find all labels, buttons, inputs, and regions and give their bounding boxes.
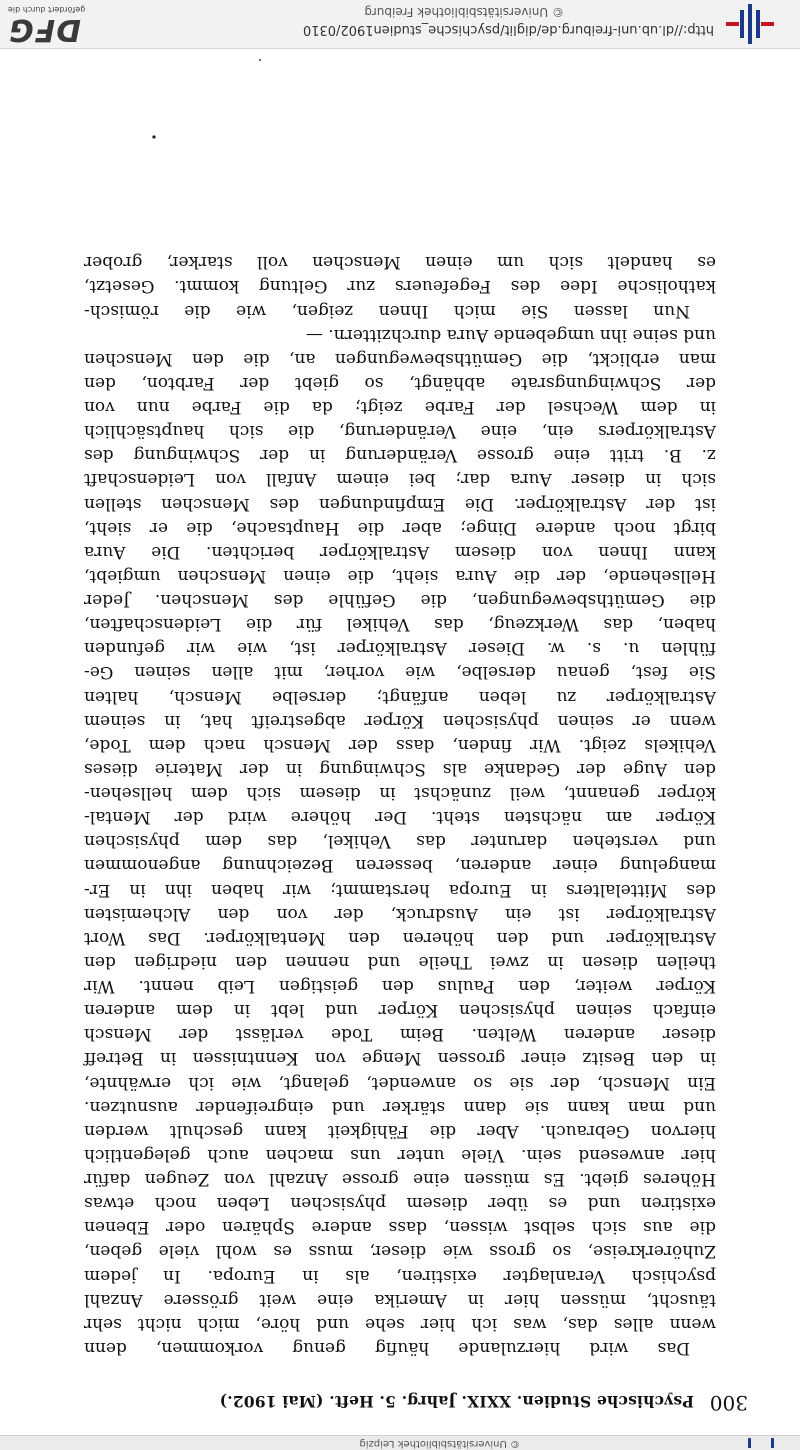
footer-bar — [0, 0, 800, 49]
text-line: einfach seinen physischen Körper und lebt in dem anderen — [84, 1000, 716, 1021]
text-line: birgt noch andere Dinge; aber die Hauptsache, die er sieht, — [84, 517, 716, 538]
text-line: sich in dieser Aura dar; bei einem Anfall von Leidenschaft — [84, 469, 716, 490]
top-strip-copyright: © Universitätsbibliothek Leipzig — [359, 1438, 520, 1449]
text-line: in den Besitz einer grossen Menge von Kenntnissen in Betreff — [84, 1048, 716, 1069]
dfg-logo-block — [8, 5, 108, 47]
text-line: wenn alles das, was ich hier sehe und höre, mich nicht sehr — [84, 1313, 716, 1334]
text-line: haben, das Werkzeug, das Vehikel für die Leidenschaften, — [84, 614, 716, 635]
text-line: psychisch Veranlagter existiren, als in Europa. In jedem — [84, 1265, 716, 1286]
text-line: Ein Mensch, der sie so anwendet, gelangt, wie ich erwähnte, — [84, 1072, 716, 1093]
text-line: Zuhörerkreise, so gross wie dieser, muss es wohl viele geben, — [84, 1241, 716, 1262]
page-number: 300 — [709, 1391, 748, 1415]
text-line: die aus sich selbst wissen, dass andere Sphären oder Ebenen — [84, 1217, 716, 1238]
text-line: Sie fest, genau derselbe, wie vorher, mit allen seinen Ge- — [84, 662, 716, 683]
text-line: der Schwingungsrate abhängt, so giebt der Farbton, den — [84, 373, 716, 393]
text-line: körper genannt, weil zunächst in diesem sich dem hellsehen- — [84, 783, 716, 804]
text-line: z. B. tritt eine grosse Veränderung in der Schwingung des — [84, 445, 716, 466]
footer-copyright: © Universitätsbibliothek Freiburg — [364, 5, 564, 19]
text-line: dieser anderen Welten. Beim Tode verlässt der Mensch — [84, 1024, 716, 1045]
text-line: Nun lassen Sie mich Ihnen zeigen, wie die römisch- — [84, 300, 690, 321]
text-line: fühlen u. s. w. Dieser Astralkörper ist, wie wir gefunden — [84, 638, 716, 659]
text-line: und verstehen darunter das Vehikel, das dem physischen — [84, 831, 716, 852]
text-line: Das wird hierzulande häufig genug vorkommen, denn — [84, 1338, 690, 1358]
text-line: mangelung einer anderen, besseren Bezeichnung angenommen — [84, 855, 716, 876]
text-line: hiervon Gebrauch. Aber die Fähigkeit kann geschult werden — [84, 1120, 716, 1141]
running-title: Psychische Studien. XXIX. Jahrg. 5. Heft. (Mai 1902.) — [219, 1392, 694, 1411]
text-line: ist der Astralkörper. Die Empfindungen des Menschen stellen — [84, 493, 716, 514]
text-line: es handelt sich um einen Menschen voll starker, grober — [84, 252, 716, 273]
text-line: in dem Wechsel der Farbe zeigt; da die Farbe nun von — [84, 397, 716, 418]
text-line: katholische Idee des Fegefeuers zur Geltung kommt. Gesetzt, — [84, 276, 716, 297]
university-logo-icon — [726, 4, 774, 44]
text-line: Vehikels zeigt. Wir finden, dass der Mensch nach dem Tode, — [84, 734, 716, 755]
text-line: Körper weiter, den Paulus den geistigen Leib nennt. Wir — [84, 976, 716, 997]
text-line: die Gemüthsbewegungen, die Gefühle des Menschen. Jeder — [84, 590, 716, 611]
text-line: hier anwesend sein. Viele unter uns machen auch gelegentlich — [84, 1145, 716, 1165]
text-line: kann Ihnen von diesem Astralkörper berichten. Die Aura — [84, 541, 716, 562]
text-line: wenn er seinen physischen Körper abgestreift hat, in seinem — [84, 710, 716, 731]
text-line: Hellsehende, der die Aura sieht, die einen Menschen umgiebt, — [84, 566, 716, 586]
text-line: Astralkörper und den höheren den Mentalkörper. Das Wort — [84, 927, 716, 948]
text-line: Astralkörper ist ein Ausdruck, der von den Alchemisten — [84, 903, 716, 924]
footer-url[interactable]: http://dl.ub.uni-freiburg.de/diglit/psychische_studien1902/0310 — [302, 22, 714, 37]
text-line: man erblickt, die Gemüthsbewegungen an, die den Menschen — [84, 348, 716, 369]
text-line: Astralkörper zu leben anfängt; derselbe Mensch, halten — [84, 686, 716, 707]
text-line: und man kann sie dann stärker und eingreifender ausnutzen. — [84, 1096, 716, 1117]
dfg-caption: gefördert durch die — [8, 5, 86, 14]
dfg-logo: DFG — [8, 12, 82, 47]
text-line: und seine ihn umgebende Aura durchzittern. — — [305, 324, 716, 345]
text-line: des Mittelalters in Europa herstammt; wir haben ihn in Er- — [84, 879, 716, 900]
text-line: Höheres giebt. Es müssen eine grosse Anzahl von Zeugen dafür — [84, 1169, 716, 1190]
text-line: Körper am nächsten steht. Der höhere wird der Mental- — [84, 807, 716, 828]
text-line: den Auge der Gedanke als Schwingung in der Materie dieses — [84, 759, 716, 779]
text-line: existiren und es über diesem physischen Leben noch etwas — [84, 1193, 716, 1214]
text-line: täuscht, müssen hier in Amerika eine weit grössere Anzahl — [84, 1289, 716, 1310]
text-line: theilen diesen in zwei Theile und nennen den niedrigen den — [84, 952, 716, 972]
text-line: Astralkörpers ein, eine Veränderung, die sich hauptsächlich — [84, 421, 716, 442]
